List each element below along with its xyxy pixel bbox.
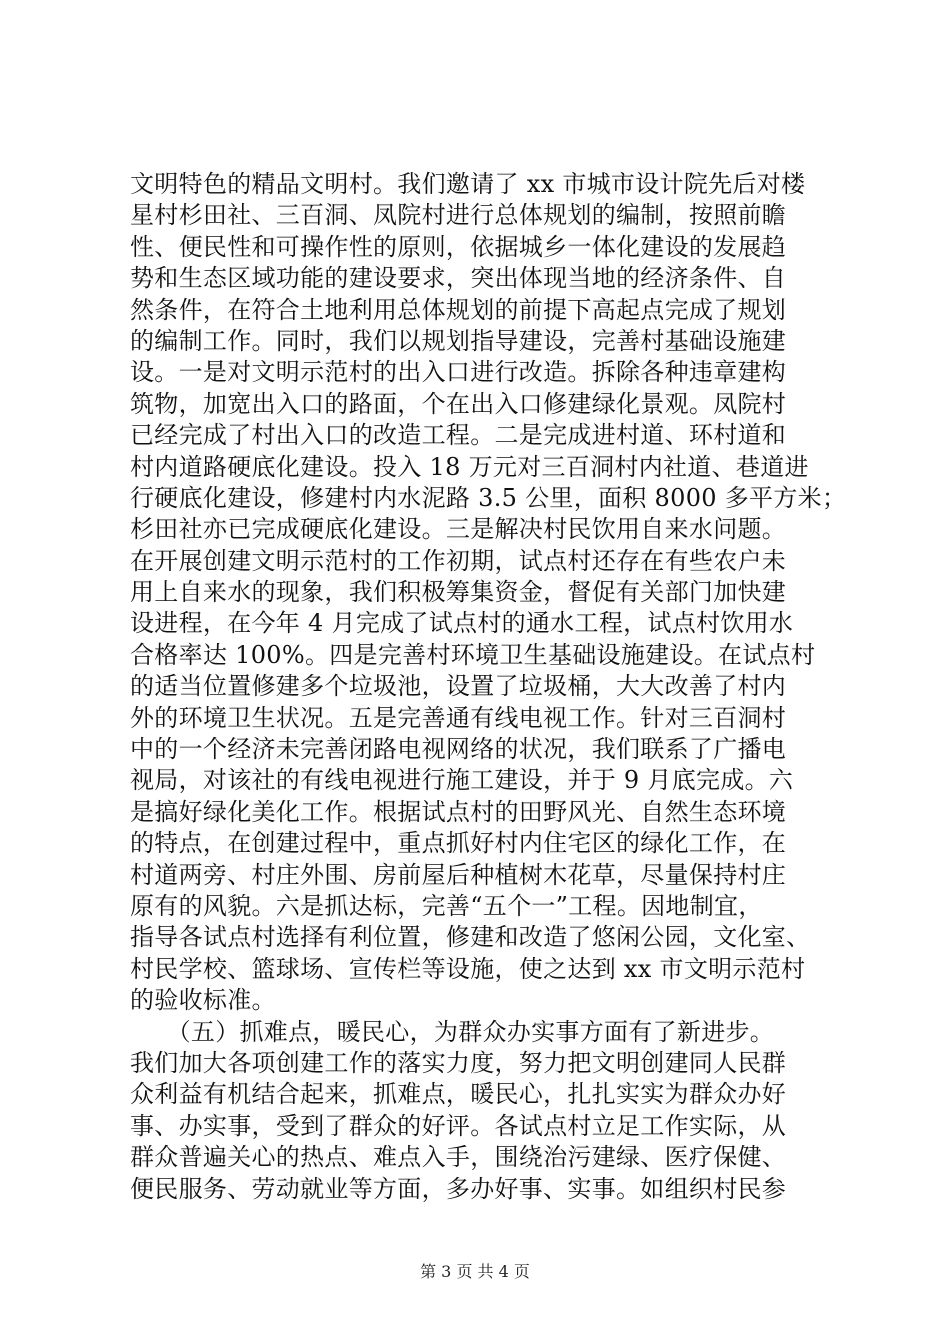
text-line: 便民服务、劳动就业等方面，多办好事、实事。如组织村民参 [130,1174,787,1203]
text-line: 性、便民性和可操作性的原则，依据城乡一体化建设的发展趋 [130,232,787,261]
text-line: 群众普遍关心的热点、难点入手，围绕治污建绿、医疗保健、 [130,1143,787,1172]
text-line: 指导各试点村选择有利位置，修建和改造了悠闲公园，文化室、 [130,923,811,952]
text-line: 势和生态区域功能的建设要求，突出体现当地的经济条件、自 [130,264,787,293]
page-number-footer: 第 3 页 共 4 页 [420,1262,530,1281]
text-line: 事、办实事，受到了群众的好评。各试点村立足工作实际，从 [130,1111,787,1140]
text-line: 中的一个经济未完善闭路电视网络的状况，我们联系了广播电 [130,735,787,764]
text-line: 是搞好绿化美化工作。根据试点村的田野风光、自然生态环境 [130,797,787,826]
text-line: （五）抓难点，暖民心，为群众办实事方面有了新进步。 [130,1017,775,1046]
text-line: 村道两旁、村庄外围、房前屋后种植树木花草，尽量保持村庄 [130,860,787,889]
text-line: 众利益有机结合起来，抓难点，暖民心，扎扎实实为群众办好 [130,1080,787,1109]
text-line: 村内道路硬底化建设。投入 18 万元对三百洞村内社道、巷道进 [130,452,809,481]
body-text [130,169,847,1205]
text-line: 设。一是对文明示范村的出入口进行改造。拆除各种违章建构 [130,358,787,387]
text-line: 星村杉田社、三百洞、凤院村进行总体规划的编制，按照前瞻 [130,201,787,230]
text-line: 外的环境卫生状况。五是完善通有线电视工作。针对三百洞村 [130,703,787,732]
text-line: 合格率达 100%。四是完善村环境卫生基础设施建设。在试点村 [130,640,816,669]
text-line: 的验收标准。 [130,986,276,1015]
text-line: 的特点，在创建过程中，重点抓好村内住宅区的绿化工作，在 [130,829,787,858]
text-line: 筑物，加宽出入口的路面，个在出入口修建绿化景观。凤院村 [130,389,787,418]
text-line: 文明特色的精品文明村。我们邀请了 xx 市城市设计院先后对楼 [130,170,806,198]
text-line: 村民学校、篮球场、宣传栏等设施，使之达到 xx 市文明示范村 [130,954,806,983]
text-line: 已经完成了村出入口的改造工程。二是完成进村道、环村道和 [130,421,787,450]
text-line: 在开展创建文明示范村的工作初期，试点村还存在有些农户未 [130,546,787,575]
text-line: 杉田社亦已完成硬底化建设。三是解决村民饮用自来水问题。 [130,515,787,544]
text-line: 的适当位置修建多个垃圾池，设置了垃圾桶，大大改善了村内 [130,672,787,701]
text-line: 用上自来水的现象，我们积极筹集资金，督促有关部门加快建 [130,578,787,607]
text-line: 原有的风貌。六是抓达标，完善“五个一”工程。因地制宜， [130,891,763,920]
text-line: 视局，对该社的有线电视进行施工建设，并于 9 月底完成。六 [130,766,794,795]
text-line: 设进程，在今年 4 月完成了试点村的通水工程，试点村饮用水 [130,609,794,638]
text-line: 然条件，在符合土地利用总体规划的前提下高起点完成了规划 [130,295,787,324]
text-line: 我们加大各项创建工作的落实力度，努力把文明创建同人民群 [130,1048,787,1077]
text-line: 行硬底化建设，修建村内水泥路 3.5 公里，面积 8000 多平方米； [130,483,847,512]
text-line: 的编制工作。同时，我们以规划指导建设，完善村基础设施建 [130,326,787,355]
